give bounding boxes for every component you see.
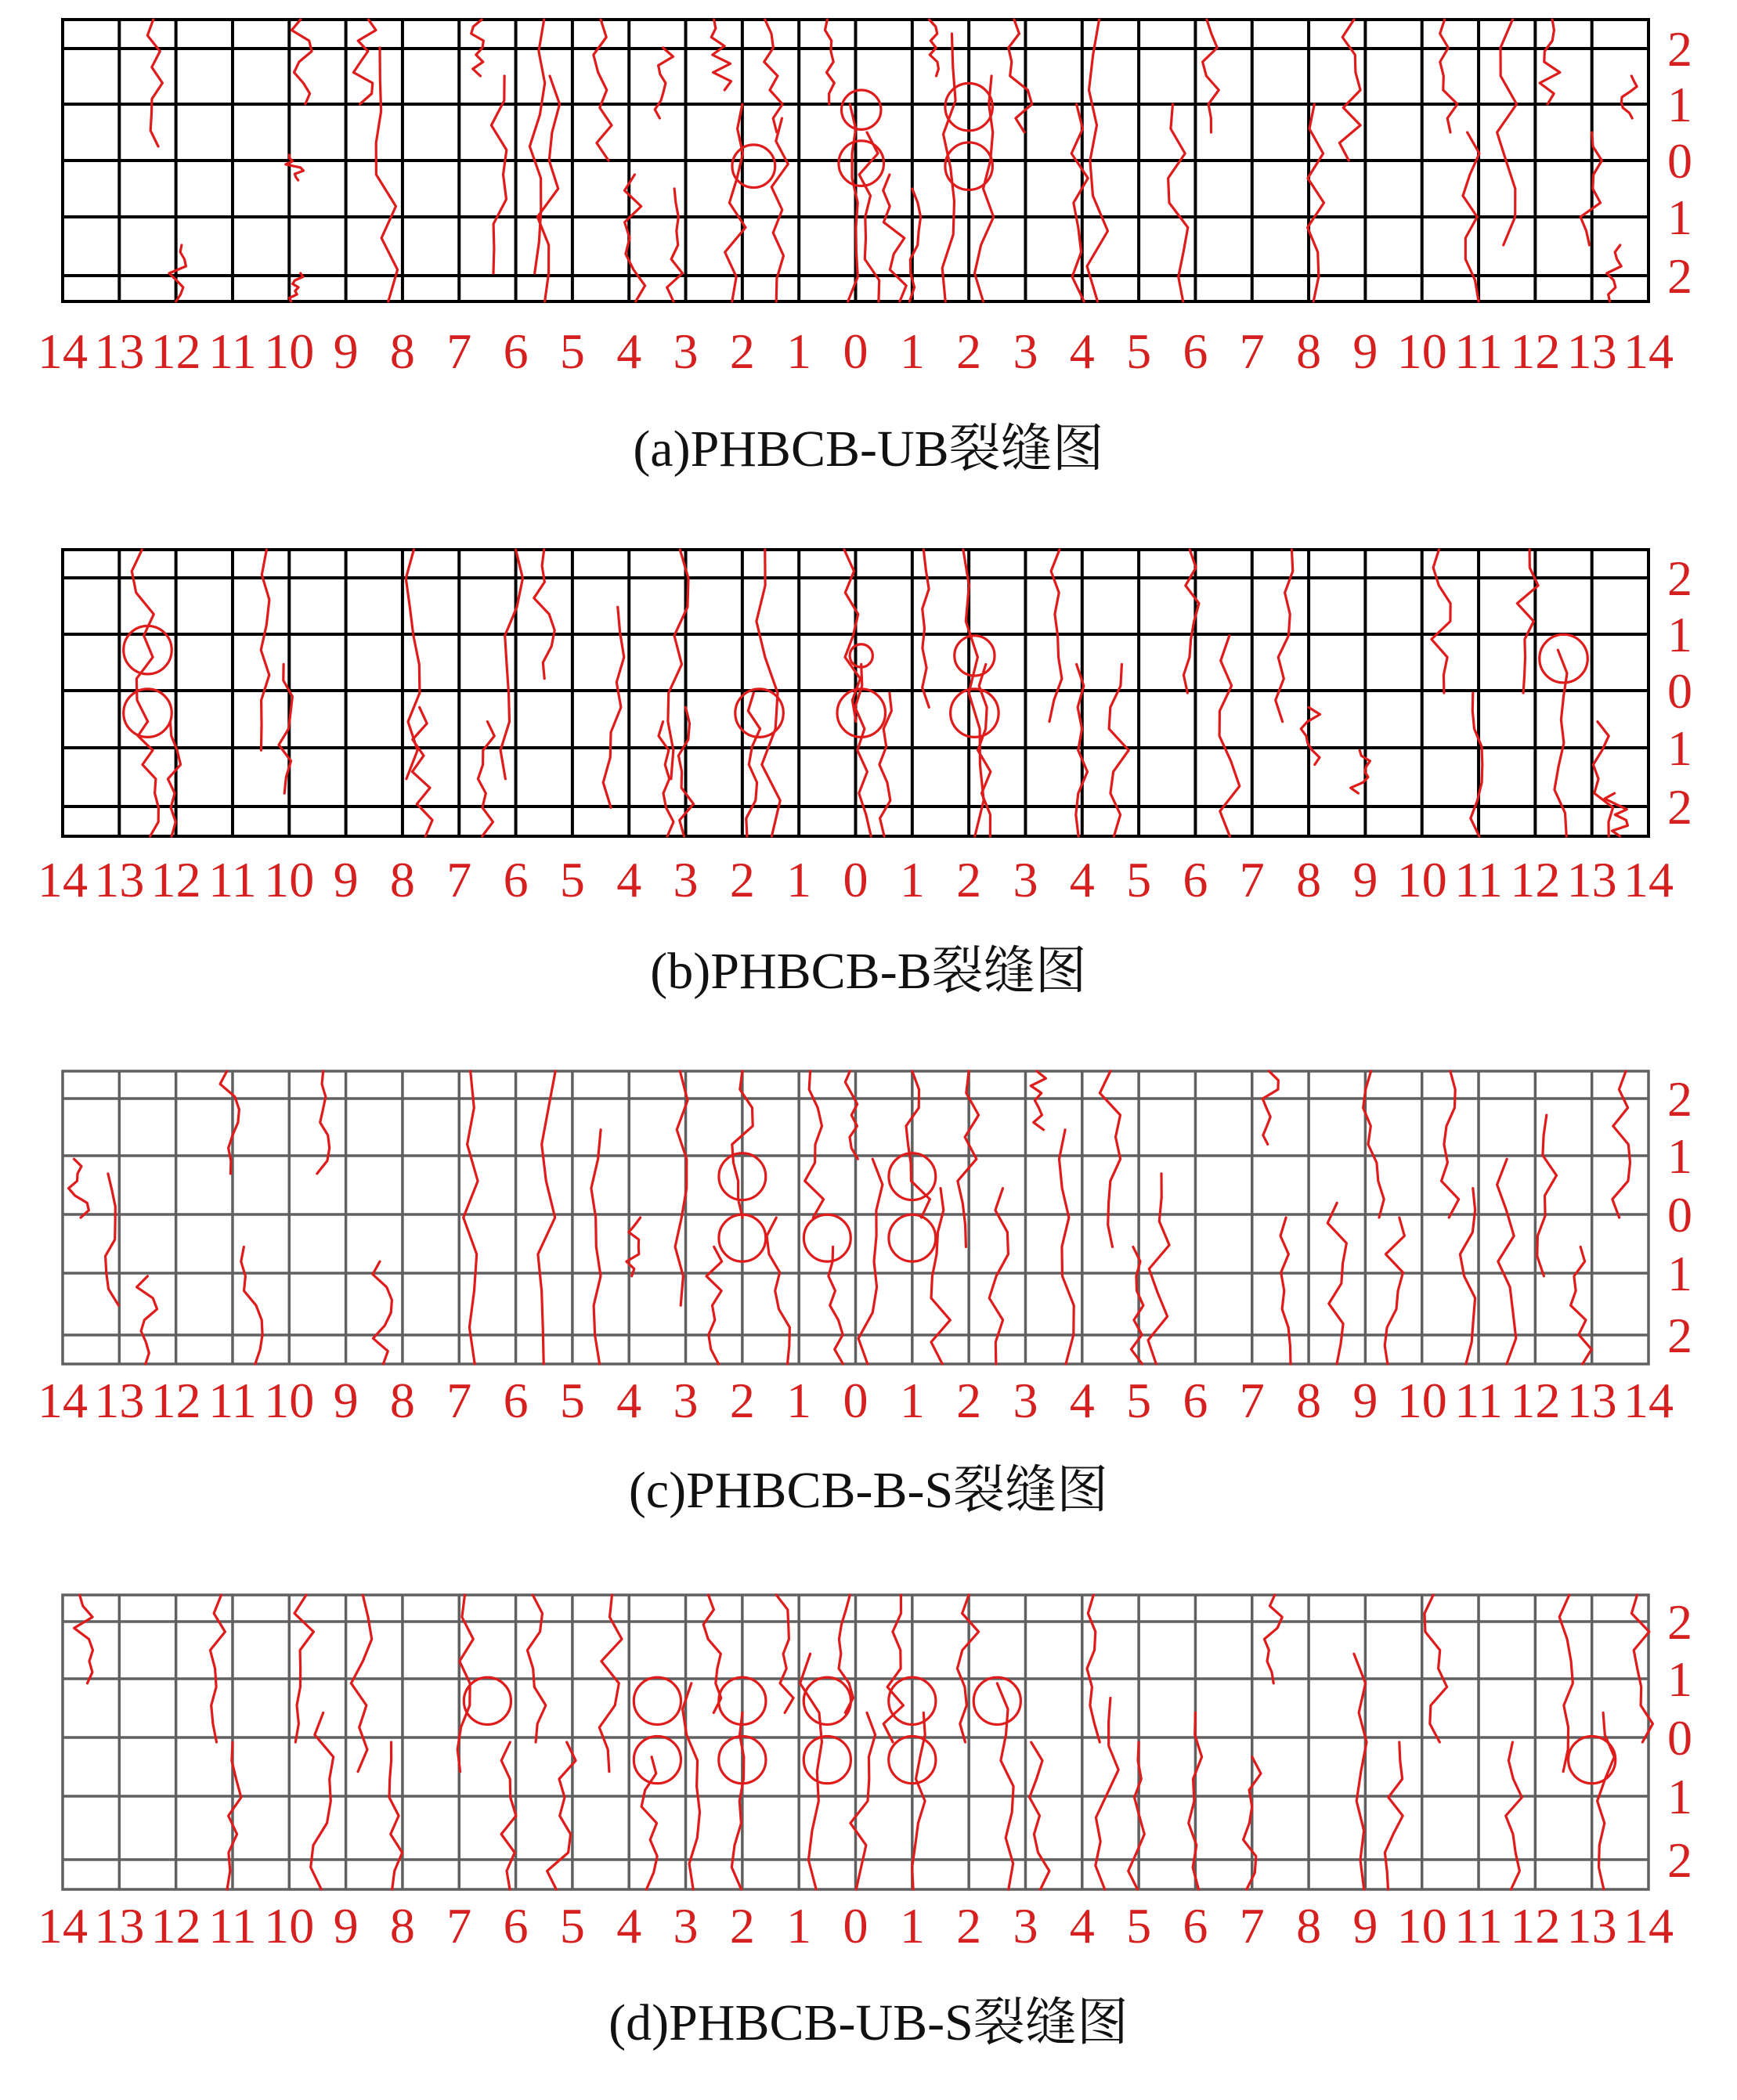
- crack-line: [106, 1174, 119, 1305]
- crack-ring: [803, 1214, 850, 1261]
- x-axis-label: 10: [264, 1373, 315, 1428]
- crack-line: [776, 1595, 793, 1712]
- crack-line: [1301, 707, 1320, 764]
- y-axis-label: 0: [1667, 663, 1692, 719]
- crack-line: [1598, 1712, 1615, 1889]
- x-axis-label: 14: [38, 1898, 88, 1954]
- crack-line: [147, 20, 162, 146]
- y-axis-label: 2: [1667, 1832, 1692, 1888]
- x-axis-labels-c: [38, 1373, 1674, 1428]
- x-axis-label: 7: [1239, 852, 1265, 907]
- crack-line: [1087, 1595, 1100, 1742]
- x-axis-label: 8: [1296, 1373, 1322, 1428]
- x-axis-label: 10: [264, 852, 315, 907]
- crack-line: [746, 693, 760, 836]
- crack-line: [412, 707, 432, 836]
- x-axis-label: 9: [333, 1898, 359, 1954]
- x-axis-label: 11: [1454, 852, 1503, 907]
- crack-line: [227, 1742, 241, 1889]
- y-axis-labels-a: [1667, 21, 1692, 304]
- x-axis-label: 6: [503, 1373, 529, 1428]
- crack-line: [1622, 76, 1638, 118]
- x-axis-label: 12: [1510, 1898, 1561, 1954]
- x-axis-label: 5: [1126, 323, 1152, 379]
- x-axis-label: 12: [150, 323, 201, 379]
- x-axis-label: 1: [786, 1373, 812, 1428]
- crack-line: [1327, 1203, 1346, 1364]
- x-axis-label: 11: [208, 1373, 257, 1428]
- x-axis-label: 11: [208, 1898, 257, 1954]
- crack-line: [1280, 1218, 1291, 1364]
- y-axis-label: 0: [1667, 133, 1692, 189]
- crack-line: [800, 1654, 822, 1889]
- x-axis-label: 9: [333, 323, 359, 379]
- crack-line: [825, 20, 835, 104]
- crack-line: [137, 1276, 157, 1364]
- crack-line: [603, 607, 624, 807]
- panel-caption-b: (b)PHBCB-B裂缝图: [650, 943, 1087, 1000]
- x-axis-label: 5: [559, 852, 585, 907]
- x-axis-label: 10: [1396, 1373, 1447, 1428]
- crack-line: [534, 550, 554, 679]
- crack-line: [1060, 1130, 1074, 1364]
- cracks-d: [74, 1595, 1653, 1889]
- crack-line: [591, 1130, 601, 1364]
- x-axis-label: 0: [843, 323, 868, 379]
- panel-caption-d: (d)PHBCB-UB-S裂缝图: [608, 1994, 1129, 2051]
- x-axis-label: 14: [1623, 323, 1674, 379]
- x-axis-label: 7: [446, 1898, 472, 1954]
- x-axis-label: 5: [559, 1373, 585, 1428]
- y-axis-label: 2: [1667, 1071, 1692, 1127]
- crack-line: [294, 1595, 313, 1742]
- x-axis-label: 8: [1296, 323, 1322, 379]
- x-axis-label: 3: [673, 1373, 699, 1428]
- x-axis-label: 13: [1566, 323, 1617, 379]
- crack-line: [529, 20, 544, 273]
- x-axis-label: 11: [208, 852, 257, 907]
- x-axis-label: 0: [843, 1373, 868, 1428]
- panel-a: [38, 20, 1692, 478]
- crack-line: [1351, 750, 1370, 793]
- crack-line: [850, 1712, 876, 1889]
- crack-line: [1540, 20, 1560, 104]
- x-axis-label: 10: [1396, 852, 1447, 907]
- crack-line: [805, 1071, 824, 1218]
- crack-line: [478, 722, 494, 836]
- panel-c: [38, 1071, 1692, 1519]
- y-axis-label: 1: [1667, 1651, 1692, 1707]
- crack-line: [1425, 1595, 1447, 1742]
- x-axis-label: 7: [446, 852, 472, 907]
- x-axis-label: 11: [1454, 1898, 1503, 1954]
- x-axis-label: 8: [389, 323, 415, 379]
- x-axis-label: 3: [1013, 1898, 1038, 1954]
- crack-line: [527, 1595, 546, 1742]
- crack-ring: [837, 689, 885, 737]
- x-axis-label: 10: [1396, 1898, 1447, 1954]
- x-axis-label: 5: [559, 323, 585, 379]
- x-axis-labels-a: [38, 323, 1674, 379]
- crack-line: [373, 1261, 392, 1364]
- y-axis-labels-d: [1667, 1594, 1692, 1888]
- crack-line: [168, 722, 180, 836]
- x-axis-label: 13: [94, 323, 145, 379]
- y-axis-label: 2: [1667, 779, 1692, 835]
- x-axis-label: 13: [1566, 1373, 1617, 1428]
- grid-c: [63, 1071, 1649, 1364]
- crack-line: [353, 20, 376, 104]
- x-axis-label: 14: [1623, 852, 1674, 907]
- x-axis-label: 10: [1396, 323, 1447, 379]
- crack-line: [1537, 1115, 1557, 1276]
- crack-line: [641, 1757, 657, 1889]
- crack-line: [1385, 1218, 1404, 1364]
- x-axis-label: 6: [503, 323, 529, 379]
- crack-line: [1131, 1247, 1143, 1364]
- x-axis-label: 2: [729, 1898, 755, 1954]
- x-axis-label: 12: [1510, 323, 1561, 379]
- x-axis-label: 12: [150, 1373, 201, 1428]
- crack-line: [538, 1071, 555, 1364]
- crack-line: [1168, 104, 1188, 301]
- crack-line: [464, 1071, 478, 1364]
- crack-line: [923, 550, 930, 707]
- crack-line: [1339, 20, 1360, 161]
- x-axis-label: 6: [1183, 323, 1208, 379]
- x-axis-label: 5: [1126, 1373, 1152, 1428]
- crack-line: [1442, 1071, 1459, 1218]
- x-axis-label: 7: [446, 1373, 472, 1428]
- crack-line: [667, 189, 683, 301]
- x-axis-label: 13: [94, 1373, 145, 1428]
- x-axis-label: 14: [38, 852, 88, 907]
- crack-line: [69, 1159, 89, 1218]
- x-axis-label: 7: [1239, 1898, 1265, 1954]
- cracks-b: [124, 550, 1628, 836]
- x-axis-label: 4: [616, 852, 642, 907]
- x-axis-label: 12: [1510, 852, 1561, 907]
- grid-d: [63, 1595, 1649, 1889]
- x-axis-label: 4: [616, 323, 642, 379]
- y-axis-label: 2: [1667, 1594, 1692, 1650]
- x-axis-label: 2: [729, 1373, 755, 1428]
- crack-line: [757, 550, 780, 836]
- x-axis-labels-b: [38, 852, 1674, 907]
- y-axis-label: 0: [1667, 1710, 1692, 1766]
- x-axis-label: 10: [264, 323, 315, 379]
- crack-line: [1262, 1071, 1278, 1145]
- x-axis-label: 2: [956, 323, 982, 379]
- x-axis-label: 0: [843, 852, 868, 907]
- x-axis-label: 2: [729, 323, 755, 379]
- panel-caption-c: (c)PHBCB-B-S裂缝图: [628, 1462, 1109, 1519]
- x-axis-label: 13: [94, 852, 145, 907]
- crack-line: [501, 1742, 516, 1889]
- crack-ring: [842, 90, 881, 129]
- x-axis-label: 8: [1296, 1898, 1322, 1954]
- crack-line: [1607, 245, 1622, 301]
- crack-line: [1471, 693, 1482, 836]
- crack-line: [858, 1159, 883, 1364]
- x-axis-label: 7: [1239, 323, 1265, 379]
- crack-line: [829, 1247, 843, 1364]
- y-axis-labels-b: [1667, 550, 1692, 835]
- crack-line: [1440, 20, 1457, 132]
- crack-line: [210, 1595, 225, 1742]
- x-axis-label: 4: [1069, 1898, 1095, 1954]
- y-axis-label: 1: [1667, 1769, 1692, 1824]
- x-axis-label: 5: [1126, 1898, 1152, 1954]
- crack-line: [290, 273, 303, 301]
- x-axis-label: 4: [1069, 852, 1095, 907]
- crack-line: [317, 1071, 330, 1174]
- y-axis-labels-c: [1667, 1071, 1692, 1363]
- x-axis-label: 1: [786, 323, 812, 379]
- x-axis-label: 9: [1352, 1373, 1378, 1428]
- crack-line: [389, 1742, 403, 1889]
- crack-line: [291, 20, 312, 104]
- crack-line: [655, 48, 673, 118]
- x-axis-label: 1: [786, 852, 812, 907]
- x-axis-label: 0: [843, 1898, 868, 1954]
- x-axis-label: 10: [264, 1898, 315, 1954]
- y-axis-label: 2: [1667, 550, 1692, 606]
- x-axis-label: 2: [956, 1373, 982, 1428]
- x-axis-label: 13: [1566, 1898, 1617, 1954]
- x-axis-label: 4: [1069, 1373, 1095, 1428]
- crack-line: [1571, 1247, 1592, 1364]
- x-axis-label: 2: [956, 1898, 982, 1954]
- x-axis-label: 9: [333, 852, 359, 907]
- x-axis-label: 1: [899, 852, 925, 907]
- x-axis-label: 9: [1352, 323, 1378, 379]
- y-axis-label: 1: [1667, 1246, 1692, 1301]
- crack-line: [1506, 1742, 1522, 1889]
- x-axis-label: 14: [38, 323, 88, 379]
- x-axis-label: 3: [1013, 323, 1038, 379]
- crack-line: [764, 20, 783, 132]
- x-axis-label: 12: [150, 1898, 201, 1954]
- y-axis-label: 1: [1667, 607, 1692, 662]
- crack-line: [1593, 722, 1612, 836]
- crack-line: [767, 1218, 789, 1364]
- crack-line: [1009, 20, 1032, 132]
- crack-line: [883, 175, 907, 301]
- x-axis-label: 4: [616, 1898, 642, 1954]
- x-axis-label: 9: [1352, 1898, 1378, 1954]
- crack-line: [169, 245, 186, 301]
- x-axis-label: 14: [1623, 1373, 1674, 1428]
- x-axis-label: 3: [673, 852, 699, 907]
- y-axis-label: 1: [1667, 1128, 1692, 1184]
- y-axis-label: 2: [1667, 1308, 1692, 1363]
- x-axis-label: 5: [1126, 852, 1152, 907]
- crack-line: [1497, 1159, 1516, 1364]
- x-axis-label: 12: [150, 852, 201, 907]
- x-axis-label: 13: [94, 1898, 145, 1954]
- cracks-c: [69, 1071, 1630, 1364]
- panel-d: [38, 1594, 1692, 2051]
- crack-ring: [803, 1736, 850, 1783]
- x-axis-label: 8: [389, 1373, 415, 1428]
- x-axis-label: 1: [899, 323, 925, 379]
- x-axis-label: 7: [1239, 1373, 1265, 1428]
- x-axis-label: 6: [503, 852, 529, 907]
- x-axis-label: 1: [899, 1373, 925, 1428]
- crack-ring: [124, 689, 172, 737]
- x-axis-label: 14: [1623, 1898, 1674, 1954]
- y-axis-label: 2: [1667, 248, 1692, 304]
- x-axis-label: 8: [1296, 852, 1322, 907]
- y-axis-label: 1: [1667, 720, 1692, 776]
- x-axis-label: 1: [786, 1898, 812, 1954]
- crack-line: [594, 20, 612, 161]
- x-axis-label: 3: [1013, 852, 1038, 907]
- crack-line: [1030, 1742, 1049, 1889]
- x-axis-label: 7: [446, 323, 472, 379]
- x-axis-label: 11: [208, 323, 257, 379]
- x-axis-label: 2: [956, 852, 982, 907]
- crack-line: [241, 1247, 262, 1364]
- x-axis-label: 6: [503, 1898, 529, 1954]
- x-axis-label: 2: [729, 852, 755, 907]
- crack-line: [1612, 1071, 1630, 1218]
- y-axis-label: 1: [1667, 77, 1692, 132]
- crack-ring: [634, 1677, 681, 1724]
- crack-line: [1497, 20, 1517, 245]
- x-axis-label: 1: [899, 1898, 925, 1954]
- crack-line: [311, 1712, 334, 1889]
- x-axis-label: 13: [1566, 852, 1617, 907]
- y-axis-label: 0: [1667, 1187, 1692, 1243]
- crack-line: [376, 48, 397, 301]
- y-axis-label: 2: [1667, 21, 1692, 77]
- crack-ring: [634, 1736, 681, 1783]
- crack-line: [220, 1071, 239, 1174]
- x-axis-label: 11: [1454, 323, 1503, 379]
- x-axis-label: 9: [333, 1373, 359, 1428]
- crack-line: [261, 550, 269, 750]
- x-axis-label: 11: [1454, 1373, 1503, 1428]
- crack-line: [1264, 1595, 1282, 1683]
- x-axis-label: 8: [389, 852, 415, 907]
- crack-line: [406, 550, 420, 779]
- x-axis-label: 8: [389, 1898, 415, 1954]
- crack-line: [74, 1595, 93, 1683]
- x-axis-label: 6: [1183, 1373, 1208, 1428]
- crack-ring: [1540, 634, 1587, 682]
- crack-line: [771, 118, 788, 301]
- x-axis-label: 6: [1183, 852, 1208, 907]
- x-axis-label: 4: [616, 1373, 642, 1428]
- x-axis-label: 4: [1069, 323, 1095, 379]
- x-axis-label: 5: [559, 1898, 585, 1954]
- x-axis-label: 12: [1510, 1373, 1561, 1428]
- crack-line: [1432, 550, 1450, 693]
- x-axis-label: 3: [1013, 1373, 1038, 1428]
- crack-line: [711, 20, 731, 90]
- x-axis-labels-d: [38, 1898, 1674, 1954]
- panel-caption-a: (a)PHBCB-UB裂缝图: [633, 420, 1104, 478]
- x-axis-label: 6: [1183, 1898, 1208, 1954]
- crack-line: [1071, 104, 1088, 301]
- crack-line: [1203, 20, 1219, 132]
- crack-line: [500, 550, 522, 779]
- crack-line: [1031, 1071, 1045, 1130]
- crack-line: [1555, 650, 1567, 836]
- panel-b: [38, 550, 1692, 1000]
- crack-line: [706, 1247, 722, 1364]
- y-axis-label: 1: [1667, 189, 1692, 245]
- crack-line: [138, 722, 158, 836]
- x-axis-label: 3: [673, 323, 699, 379]
- x-axis-label: 14: [38, 1373, 88, 1428]
- x-axis-label: 9: [1352, 852, 1378, 907]
- crack-line: [1385, 1742, 1403, 1889]
- x-axis-label: 3: [673, 1898, 699, 1954]
- crack-line: [1129, 1742, 1145, 1889]
